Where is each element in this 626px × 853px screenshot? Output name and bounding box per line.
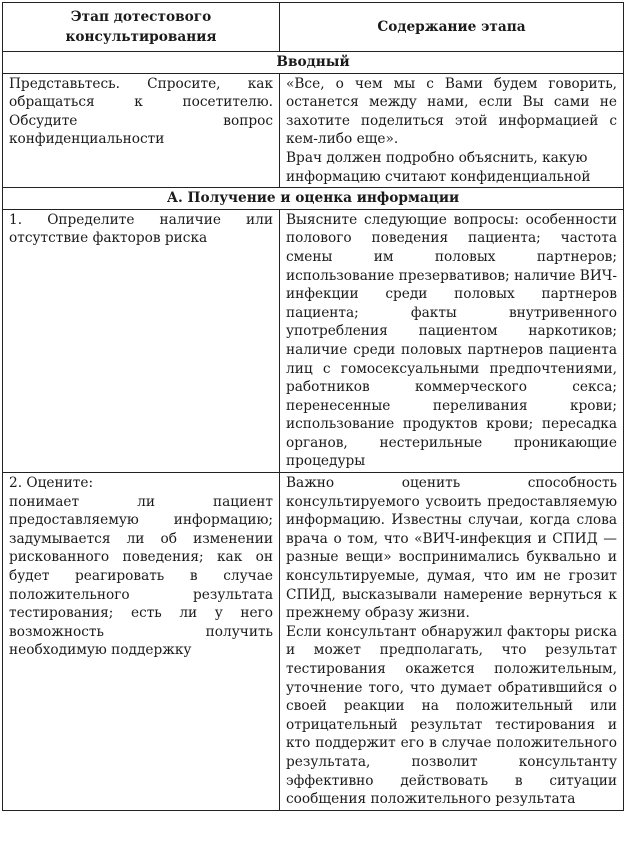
table-row	[3, 473, 624, 811]
header-stage: Этап дотестового консультирования	[3, 3, 280, 52]
section-row-intro	[3, 52, 624, 74]
header-content: Содержание этапа	[280, 3, 624, 52]
intro-note: Врач должен подробно объяснить, какую информацию считают конфиденциальной	[286, 149, 591, 185]
assess-title: 2. Оцените:	[9, 475, 94, 492]
risk-content-cell: Выясните следующие вопросы: особенности полового поведения пациента; частота смены им половых партнеров; использование презервативов; наличие ВИЧ-инфекции среди половых партнеров пациента; факты внутривенного употребления пациентом наркотиков; наличие среди половых партнеров пациента лиц с гомосексуальными предпочтениями, работников коммерческого секса; перенесенные переливания крови; использование продуктов крови; пересадка органов, нестерильные проникающие процедуры	[280, 209, 624, 472]
intro-quote: «Все, о чем мы с Вами будем говорить, останется между нами, если Вы сами не захотите поделиться этой информацией с кем-либо еще».	[286, 75, 617, 148]
table-header-row	[3, 3, 624, 52]
table-row	[3, 73, 624, 188]
section-intro: Вводный	[3, 52, 624, 74]
intro-content-cell	[280, 73, 624, 188]
assess-paragraph-1: Важно оценить способность консультируемого усвоить предоставляемую информацию. Известны случаи, когда слова врача о том, что «ВИЧ-инфекция и СПИД — разные вещи» воспринимались буквально и консультируемые, думая, что им не грозит СПИД, высказывали намерение вернуться к прежнему образу жизни.	[286, 475, 617, 622]
section-a: А. Получение и оценка информации	[3, 188, 624, 210]
intro-stage-cell: Представьтесь. Спросите, как обращаться к посетителю. Обсудите вопрос конфиденциальности	[3, 73, 280, 188]
risk-stage-cell: 1. Определите наличие или отсутствие факторов риска	[3, 209, 280, 472]
assess-content-cell	[280, 473, 624, 811]
counseling-stages-table	[2, 2, 624, 811]
section-row-a	[3, 188, 624, 210]
assess-body: понимает ли пациент предоставляемую информацию; задумывается ли об изменении рискованного поведения; как он будет реагировать в случае положительного результата тестирования; есть ли у него возможность получить необходимую поддержку	[9, 493, 273, 659]
assess-stage-cell	[3, 473, 280, 811]
assess-paragraph-2: Если консультант обнаружил факторы риска и может предполагать, что результат тестирования окажется положительным, уточнение того, что думает обратившийся о своей реакции на положительный или отрицательный результат тестирования и кто поддержит его в случае положительного результата, позволит консультанту эффективно действовать в ситуации сообщения положительного результата	[286, 623, 617, 808]
table-row	[3, 209, 624, 472]
